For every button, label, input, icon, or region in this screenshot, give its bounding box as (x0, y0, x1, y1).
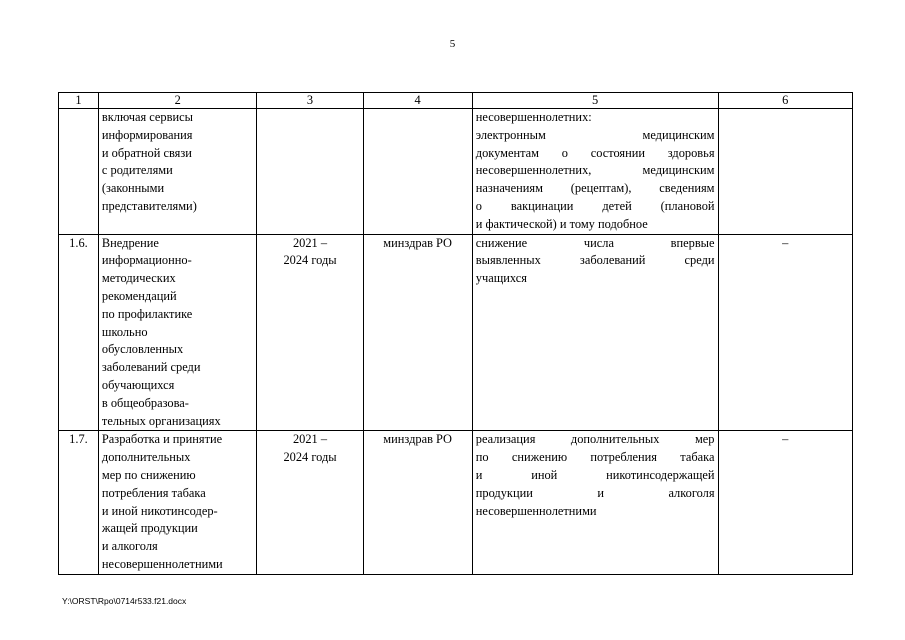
cell-line: тельных организациях (101, 413, 221, 428)
cell-line: и фактической) и тому подобное (475, 216, 648, 231)
cell-text: – (782, 235, 789, 250)
cell-line: рекомендаций (101, 288, 177, 303)
cell-line: обусловленных (101, 342, 184, 357)
cell-period (257, 234, 363, 431)
cell-measure (98, 234, 257, 431)
cell-period (257, 431, 363, 574)
cell-number (59, 234, 99, 431)
cell-note (718, 234, 852, 431)
cell-executor (363, 431, 472, 574)
cell-line: о вакцинации детей (плановой (475, 198, 715, 213)
cell-line: выявленных заболеваний среди (475, 253, 715, 268)
cell-text: 1.6. (69, 235, 88, 250)
table-body (59, 109, 853, 575)
cell-line: заболеваний среди (101, 360, 201, 375)
header-col-2: 2 (98, 93, 257, 109)
cell-line: Внедрение (101, 235, 159, 250)
header-col-1: 1 (59, 93, 99, 109)
cell-measure (98, 109, 257, 235)
header-col-5: 5 (472, 93, 718, 109)
cell-line: несовершеннолетних: (475, 110, 592, 124)
cell-result (472, 109, 718, 235)
cell-period (257, 109, 363, 235)
table-row (59, 234, 853, 431)
cell-line: потребления табака (101, 485, 206, 500)
cell-note (718, 109, 852, 235)
cell-line: и алкоголя (101, 539, 158, 554)
page-number: 5 (449, 38, 456, 50)
cell-text: 1.7. (69, 432, 88, 447)
cell-line: снижение числа впервые (475, 235, 715, 250)
cell-line: информирования (101, 127, 193, 142)
cell-line: документам о состоянии здоровья (475, 145, 715, 160)
cell-text: минздрав РО (383, 235, 453, 250)
table-header-row (59, 93, 853, 109)
cell-line: школьно (101, 324, 148, 339)
cell-measure (98, 431, 257, 574)
cell-line: с родителями (101, 163, 173, 178)
cell-line: обучающихся (101, 377, 175, 392)
cell-line: 2024 годы (283, 450, 337, 465)
cell-line: реализация дополнительных мер (475, 432, 715, 447)
header-col-4: 4 (363, 93, 472, 109)
cell-result (472, 431, 718, 574)
cell-line: информационно- (101, 253, 192, 268)
cell-line: 2021 – (292, 235, 328, 250)
cell-number (59, 109, 99, 235)
cell-line: включая сервисы (101, 110, 193, 124)
cell-line: 2021 – (292, 432, 328, 447)
cell-line: несовершеннолетних, медицинским (475, 163, 715, 178)
cell-line: 2024 годы (283, 253, 337, 268)
cell-line: и иной никотинсодержащей (475, 467, 715, 482)
cell-line: и иной никотинсодер- (101, 503, 218, 518)
cell-result (472, 234, 718, 431)
table-row (59, 431, 853, 574)
cell-line: дополнительных (101, 450, 191, 465)
cell-line: мер по снижению (101, 467, 196, 482)
footer-file-path: Y:\ORST\Rpo\0714r533.f21.docx (62, 596, 187, 606)
cell-line: несовершеннолетними (475, 503, 597, 518)
header-col-6: 6 (718, 93, 852, 109)
table-row (59, 109, 853, 235)
cell-line: электронным медицинским (475, 127, 715, 142)
cell-text: минздрав РО (383, 432, 453, 447)
cell-text: – (782, 432, 789, 447)
cell-line: методических (101, 271, 176, 286)
cell-line: назначениям (рецептам), сведениям (475, 181, 715, 196)
cell-line: по снижению потребления табака (475, 450, 715, 465)
plan-table (58, 92, 853, 575)
cell-number (59, 431, 99, 574)
cell-line: Разработка и принятие (101, 432, 223, 447)
cell-note (718, 431, 852, 574)
cell-line: продукции и алкоголя (475, 485, 715, 500)
cell-line: несовершеннолетними (101, 556, 223, 571)
cell-line: представителями) (101, 198, 197, 213)
cell-executor (363, 109, 472, 235)
header-col-3: 3 (257, 93, 363, 109)
cell-line: в общеобразова- (101, 395, 189, 410)
cell-line: жащей продукции (101, 521, 198, 536)
cell-line: учащихся (475, 271, 527, 286)
cell-line: по профилактике (101, 306, 193, 321)
cell-line: (законными (101, 181, 165, 196)
cell-executor (363, 234, 472, 431)
cell-line: и обратной связи (101, 145, 192, 160)
